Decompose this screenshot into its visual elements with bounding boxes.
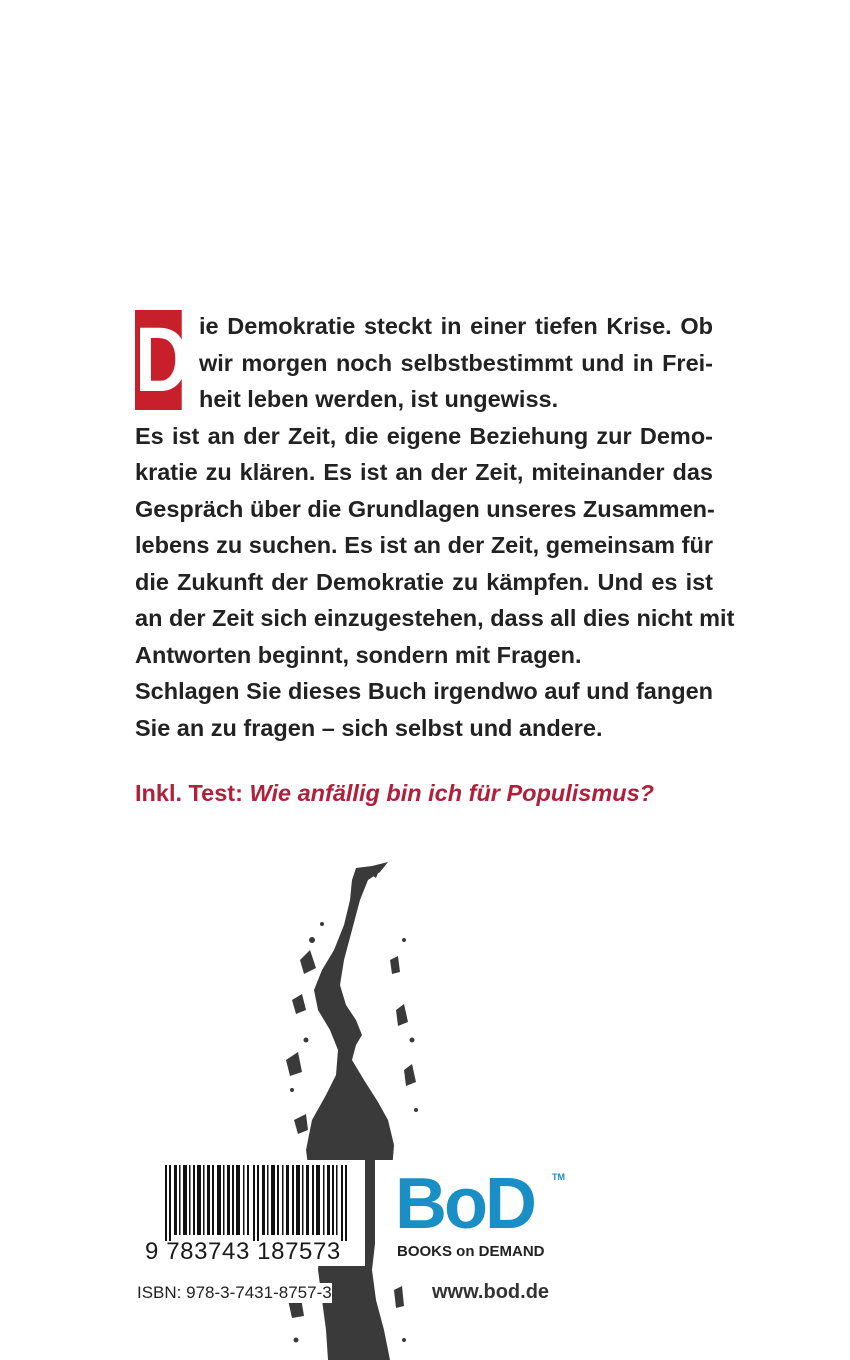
intro-paragraph — [135, 308, 713, 418]
dropcap-letter: D — [135, 309, 190, 411]
publisher-logo-panel — [375, 1160, 575, 1266]
text-line: ie Demokratie steckt in einer tiefen Krise. Ob — [199, 313, 713, 339]
text-line: lebens zu suchen. Es ist an der Zeit, gemeinsam für — [135, 532, 713, 558]
publisher-tagline: BOOKS on DEMAND — [397, 1243, 545, 1260]
publisher-url: www.bod.de — [432, 1281, 550, 1303]
teaser-label: Inkl. Test: — [135, 780, 243, 806]
text-line: die Zukunft der Demokratie zu kämpfen. Und es ist — [135, 568, 713, 595]
text-line: kratie zu klären. Es ist an der Zeit, miteinander das — [135, 459, 713, 485]
teaser-title: Wie anfällig bin ich für Populismus? — [249, 780, 655, 806]
text-line: Sie an zu fragen – sich selbst und andere. — [135, 714, 603, 741]
text-line: Es ist an der Zeit, die eigene Beziehung zur Demo- — [135, 422, 713, 449]
description-text — [135, 308, 735, 746]
text-line: heit leben werden, ist ungewiss. — [199, 386, 559, 412]
trademark-mark: TM — [552, 1172, 565, 1182]
text-line: an der Zeit sich einzugestehen, dass all dies nicht mit — [135, 605, 735, 631]
barcode-number: 9 783743 187573 — [145, 1238, 341, 1265]
test-teaser — [135, 780, 654, 807]
isbn: ISBN: 978-3-7431-8757-3 — [137, 1283, 332, 1302]
text-line: Antworten beginnt, sondern mit Fragen. — [135, 641, 582, 668]
barcode-panel — [145, 1160, 365, 1266]
text-line: wir morgen noch selbstbestimmt und in Frei- — [199, 349, 713, 376]
text-line: Gespräch über die Grundlagen unseres Zusammen- — [135, 495, 715, 522]
barcode — [151, 1165, 359, 1241]
text-line: Schlagen Sie dieses Buch irgendwo auf und fangen — [135, 678, 713, 704]
publisher-logo: BoD — [395, 1164, 534, 1244]
